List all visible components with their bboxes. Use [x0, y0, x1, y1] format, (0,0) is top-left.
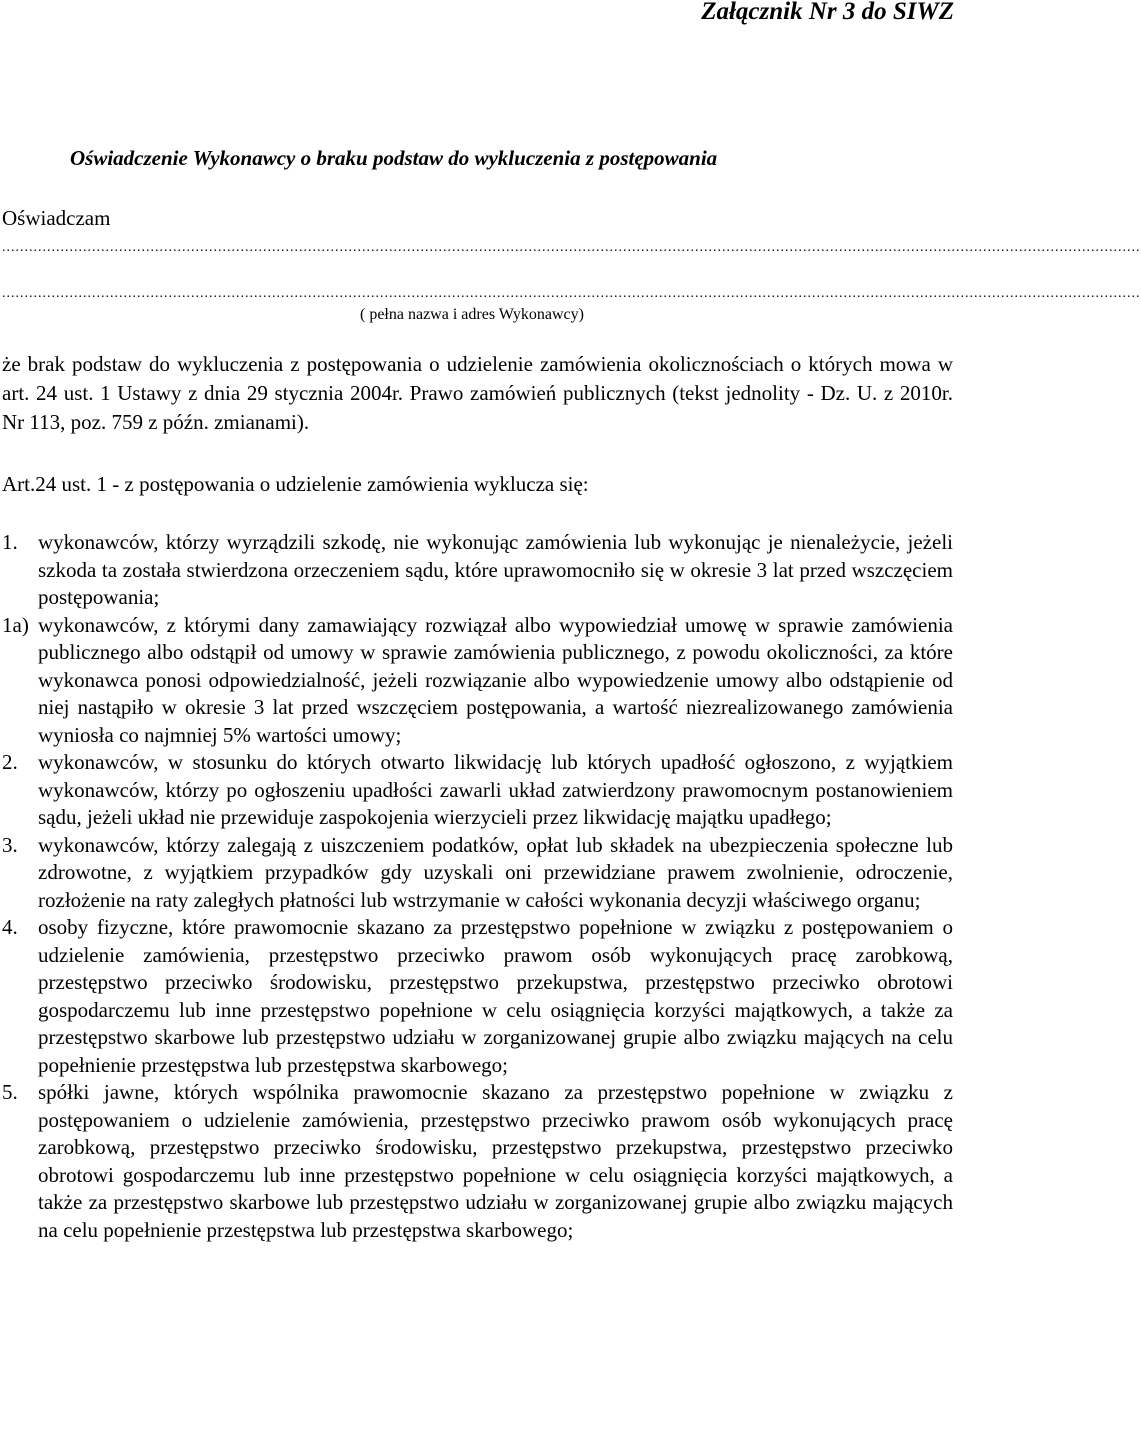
list-item-text: wykonawców, z którymi dany zamawiający rozwiązał albo wypowiedział umowę w sprawie zamówienia publicznego albo odstąpił od umowy w sprawie zamówienia publicznego, z powodu okoliczności, za które wykonawca ponosi odpowiedzialność, jeżeli rozwiązanie albo wypowiedzenie umowy albo odstąpienie od niej nastąpiło w okresie 3 lat przed wszczęciem postępowania, a wartość niezrealizowanego zamówienia wyniosła co najmniej 5% wartości umowy;: [38, 612, 953, 747]
list-item: [2, 914, 953, 1079]
list-item-number: 2.: [2, 750, 18, 774]
list-item-number: 3.: [2, 832, 18, 857]
annex-heading: Załącznik Nr 3 do SIWZ: [701, 0, 954, 25]
article-heading: Art.24 ust. 1 - z postępowania o udzielenie zamówienia wyklucza się:: [2, 472, 589, 496]
list-item: [2, 749, 953, 832]
list-item: [2, 832, 953, 915]
list-item: [2, 1079, 953, 1244]
contractor-fill-line-1: .............................................................................................................................................................................................................................................................: [2, 240, 1141, 255]
list-item-number: 5.: [2, 1080, 18, 1104]
document-title: Oświadczenie Wykonawcy o braku podstaw do wykluczenia z postępowania: [70, 146, 718, 170]
list-item-number: 4.: [2, 915, 18, 939]
list-item-text: wykonawców, w stosunku do których otwarto likwidację lub których upadłość ogłoszono, z wyjątkiem wykonawców, którzy po ogłoszeniu upadłości zawarli układ zatwierdzony prawomocnym postanowieniem sądu, jeżeli układ nie przewiduje zaspokojenia wierzycieli przez likwidację majątku upadłego;: [38, 750, 953, 829]
exclusion-list: [2, 529, 953, 1244]
list-item-text: osoby fizyczne, które prawomocnie skazano za przestępstwo popełnione w związku z postępowaniem o udzielenie zamówienia, przestępstwo przeciwko prawom osób wykonujących pracę zarobkową, przestępstwo przeciwko środowisku, przestępstwo przekupstwa, przestępstwo przeciwko obrotowi gospodarczemu lub inne przestępstwo popełnione w celu osiągnięcia korzyści majątkowych, a także za przestępstwo skarbowe lub przestępstwo udziału w zorganizowanej grupie albo związku mających na celu popełnienie przestępstwa lub przestępstwa skarbowego;: [38, 915, 953, 1077]
list-item-text: wykonawców, którzy wyrządzili szkodę, nie wykonując zamówienia lub wykonując je nienależycie, jeżeli szkoda ta została stwierdzona orzeczeniem sądu, które uprawomocniło się w okresie 3 lat przed wszczęciem postępowania;: [38, 530, 953, 609]
list-item-number: 1.: [2, 530, 18, 554]
list-item: [2, 529, 953, 612]
declaration-label: Oświadczam: [2, 206, 111, 230]
list-item: [2, 612, 953, 750]
declaration-intro: że brak podstaw do wykluczenia z postępowania o udzielenie zamówienia okolicznościach o których mowa w art. 24 ust. 1 Ustawy z dnia 29 stycznia 2004r. Prawo zamówień publicznych (tekst jednolity - Dz. U. z 2010r. Nr 113, poz. 759 z późn. zmianami).: [2, 352, 953, 434]
list-item-text: spółki jawne, których wspólnika prawomocnie skazano za przestępstwo popełnione w związku z postępowaniem o udzielenie zamówienia, przestępstwo przeciwko prawom osób wykonujących pracę zarobkową, przestępstwo przeciwko środowisku, przestępstwo przekupstwa, przestępstwo przeciwko obrotowi gospodarczemu lub inne przestępstwo popełnione w celu osiągnięcia korzyści majątkowych, a także za przestępstwo skarbowe lub przestępstwo udziału w zorganizowanej grupie albo związku mających na celu popełnienie przestępstwa lub przestępstwa skarbowego;: [38, 1080, 953, 1242]
contractor-caption: ( pełna nazwa i adres Wykonawcy): [360, 306, 584, 323]
contractor-fill-line-2: .............................................................................................................................................................................................................................................................: [2, 286, 1141, 301]
list-item-text: wykonawców, którzy zalegają z uiszczeniem podatków, opłat lub składek na ubezpieczenia społeczne lub zdrowotne, z wyjątkiem przypadków gdy uzyskali oni przewidziane prawem zwolnienie, odroczenie, rozłożenie na raty zaległych płatności lub wstrzymanie w całości wykonania decyzji właściwego organu;: [38, 832, 953, 912]
list-item-number: 1a): [2, 612, 29, 637]
